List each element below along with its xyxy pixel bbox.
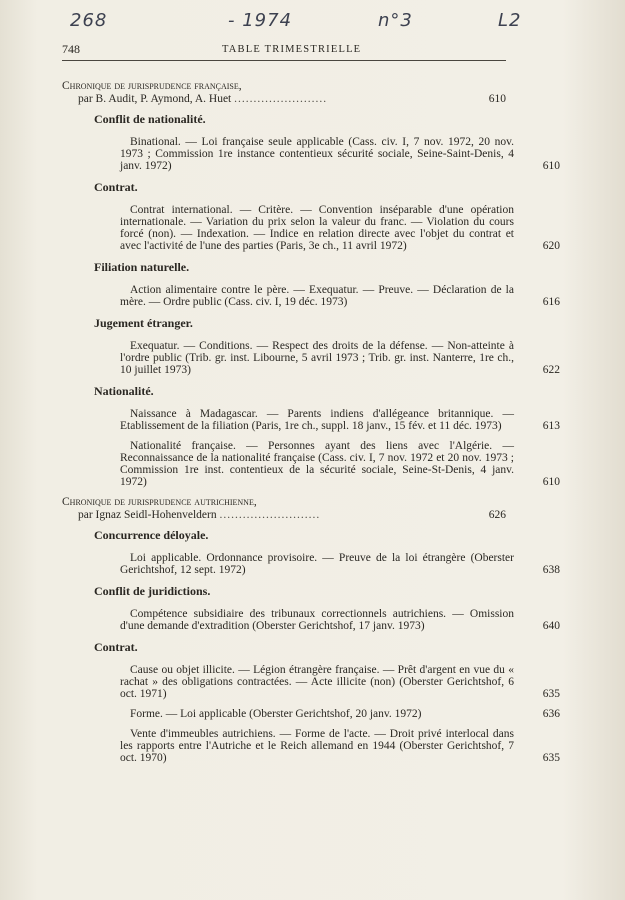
- entry-page: 616: [542, 296, 560, 308]
- index-entry: [120, 728, 560, 764]
- entry-page: 622: [542, 364, 560, 376]
- entry-text: Action alimentaire contre le père. — Exequatur. — Preuve. — Déclaration de la mère. — Ordre public (Cass. civ. I, 19 déc. 1973): [120, 284, 514, 308]
- index-entry: [120, 340, 560, 376]
- index-entry: [120, 608, 560, 632]
- chronicle-heading: Chronique de jurisprudence autrichienne, par Ignaz Seidl-Hohenveldern .......................... 626: [62, 496, 514, 522]
- index-section: [94, 528, 560, 764]
- index-entry: [120, 664, 560, 700]
- section-title: Nationalité.: [94, 384, 154, 398]
- handwritten-note-left: 268: [70, 10, 108, 31]
- entry-text: Exequatur. — Conditions. — Respect des droits de la défense. — Non-atteinte à l'ordre public (Trib. gr. inst. Libourne, 5 avril 1973 ; Trib. gr. inst. Nanterre, 1re ch., 10 juillet 1973): [120, 340, 514, 376]
- chronicle-heading: Chronique de jurisprudence française, par B. Audit, P. Aymond, A. Huet ........................ 610: [62, 80, 514, 106]
- chronicle-title: Chronique de jurisprudence autrichienne,: [62, 496, 257, 508]
- section-title: Conflit de juridictions.: [94, 584, 211, 598]
- entry-page: 638: [542, 564, 560, 576]
- index-section: [94, 112, 560, 488]
- entry-text: Forme. — Loi applicable (Oberster Gerichtshof, 20 janv. 1972): [130, 708, 422, 720]
- handwritten-note-year: - 1974: [228, 10, 293, 31]
- chronicle-authors: par Ignaz Seidl-Hohenveldern: [78, 509, 217, 521]
- index-entry: [120, 136, 560, 172]
- entry-text: Vente d'immeubles autrichiens. — Forme de l'acte. — Droit privé interlocal dans les rapports entre l'Autriche et le Reich allemand en 1944 (Oberster Gerichtshof, 7 oct. 1970): [120, 728, 514, 764]
- section-title: Concurrence déloyale.: [94, 528, 209, 542]
- index-entry: [120, 284, 560, 308]
- entry-page: 610: [542, 476, 560, 488]
- index-entry: [120, 204, 560, 252]
- index-entry: [120, 552, 560, 576]
- section-title: Contrat.: [94, 640, 138, 654]
- running-header: TABLE TRIMESTRIELLE: [222, 44, 362, 55]
- chronicle-title: Chronique de jurisprudence française,: [62, 80, 242, 92]
- entry-text: Loi applicable. Ordonnance provisoire. — Preuve de la loi étrangère (Oberster Gerichtshof, 12 sept. 1972): [120, 552, 514, 576]
- entry-page: 640: [542, 620, 560, 632]
- chronicle-page: 626: [488, 509, 506, 521]
- entry-text: Cause ou objet illicite. — Légion étrangère française. — Prêt d'argent en vue du « rachat » des obligations contractées. — Acte illicite (non) (Oberster Gerichtshof, 6 oct. 1971): [120, 664, 514, 700]
- entry-text: Contrat international. — Critère. — Convention inséparable d'une opération internationale. — Variation du prix selon la valeur du franc. — Violation du cours forcé (non). — Indexation. — Indice en relation directe avec l'objet du contrat et avec l'activité de l'une des parties (Paris, 3e ch., 11 avril 1972): [120, 204, 514, 252]
- chronicle-page: 610: [488, 93, 506, 105]
- page-number: 748: [62, 42, 80, 56]
- section-title: Conflit de nationalité.: [94, 112, 206, 126]
- entry-page: 620: [542, 240, 560, 252]
- handwritten-note-far-right: L2: [498, 10, 522, 31]
- chronicle-authors: par B. Audit, P. Aymond, A. Huet: [78, 93, 232, 105]
- index-entry: [120, 708, 560, 720]
- entry-page: 635: [542, 688, 560, 700]
- entry-text: Compétence subsidiaire des tribunaux correctionnels autrichiens. — Omission d'une demande d'extradition (Oberster Gerichtshof, 17 janv. 1973): [120, 608, 514, 632]
- index-entry: [120, 440, 560, 488]
- index-entry: [120, 408, 560, 432]
- entry-text: Binational. — Loi française seule applicable (Cass. civ. I, 7 nov. 1972, 20 nov. 1973 ; Commission 1re instance contentieux sécurité sociale, Seine-Saint-Denis, 4 janv. 1972): [120, 136, 514, 172]
- entry-page: 635: [542, 752, 560, 764]
- entry-text: Nationalité française. — Personnes ayant des liens avec l'Algérie. — Reconnaissance de la nationalité française (Cass. civ. I, 7 nov. 1972 et 20 nov. 1973 ; Commission 1re inst. contentieux de la sécurité sociale, Seine-St-Denis, 4 janv. 1972): [120, 440, 514, 488]
- section-title: Jugement étranger.: [94, 316, 193, 330]
- header-rule: [62, 60, 506, 61]
- entry-text: Naissance à Madagascar. — Parents indiens d'allégeance britannique. — Etablissement de la filiation (Paris, 1re ch., suppl. 18 janv., 15 fév. et 11 déc. 1973): [120, 408, 514, 432]
- index-content: [62, 80, 560, 772]
- handwritten-note-issue: n°3: [378, 10, 413, 31]
- entry-page: 636: [542, 708, 560, 720]
- section-title: Filiation naturelle.: [94, 260, 190, 274]
- entry-page: 610: [542, 160, 560, 172]
- entry-page: 613: [542, 420, 560, 432]
- section-title: Contrat.: [94, 180, 138, 194]
